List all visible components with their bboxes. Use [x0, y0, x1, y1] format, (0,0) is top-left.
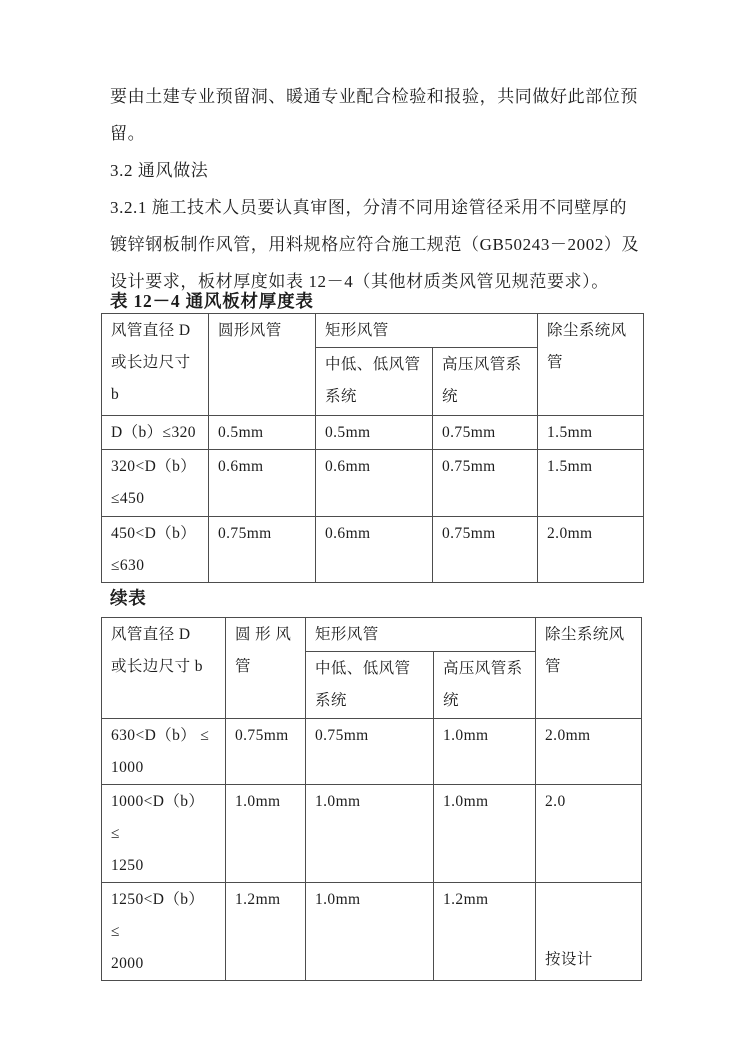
table-row — [102, 517, 644, 583]
cell-high: 0.75mm — [433, 416, 538, 450]
cell-range: 450<D（b） ≤630 — [102, 517, 209, 583]
header-cell-dust-system: 除尘系统风 管 — [536, 618, 642, 719]
cell-lowmid: 0.75mm — [306, 719, 434, 785]
thickness-table-part1 — [101, 313, 644, 583]
cell-lowmid: 0.6mm — [316, 450, 433, 517]
header-cell-rect-duct-group: 矩形风管 — [306, 618, 536, 652]
cell-lowmid: 0.6mm — [316, 517, 433, 583]
cell-range: 630<D（b） ≤ 1000 — [102, 719, 226, 785]
cell-round: 0.75mm — [226, 719, 306, 785]
cell-range: 1000<D（b） ≤ 1250 — [102, 785, 226, 883]
cell-round: 1.0mm — [226, 785, 306, 883]
cell-dust: 按设计 — [536, 883, 642, 981]
paragraph-3-2-1: 3.2.1 施工技术人员要认真审图，分清不同用途管径采用不同壁厚的 镀锌钢板制作风管，用料规格应符合施工规范（GB50243－2002）及 设计要求，板材厚度如表 12－4（其他材质类风管见规范要求）。 — [110, 198, 640, 291]
header-cell-high-pressure: 高压风管系 统 — [433, 348, 538, 416]
table-title: 表 12－4 通风板材厚度表 — [110, 291, 314, 311]
header-cell-dust-system: 除尘系统风 管 — [538, 314, 644, 416]
cell-round: 0.5mm — [209, 416, 316, 450]
continuation-label: 续表 — [110, 588, 147, 608]
cell-high: 0.75mm — [433, 517, 538, 583]
header-cell-lowmid-pressure: 中低、低风管 系统 — [316, 348, 433, 416]
cell-dust: 2.0 — [536, 785, 642, 883]
header-cell-high-pressure: 高压风管系 统 — [434, 652, 536, 719]
header-cell-diameter: 风管直径 D 或长边尺寸 b — [102, 314, 209, 416]
table-row — [102, 416, 644, 450]
cell-high: 1.0mm — [434, 785, 536, 883]
cell-dust: 2.0mm — [536, 719, 642, 785]
cell-round: 1.2mm — [226, 883, 306, 981]
cell-lowmid: 1.0mm — [306, 785, 434, 883]
cell-range: 1250<D（b） ≤ 2000 — [102, 883, 226, 981]
cell-lowmid: 0.5mm — [316, 416, 433, 450]
header-cell-round-duct: 圆 形 风 管 — [226, 618, 306, 719]
table-row — [102, 883, 642, 981]
header-cell-rect-duct-group: 矩形风管 — [316, 314, 538, 348]
thickness-table-part2 — [101, 617, 642, 981]
cell-range: 320<D（b） ≤450 — [102, 450, 209, 517]
cell-lowmid: 1.0mm — [306, 883, 434, 981]
cell-high: 0.75mm — [433, 450, 538, 517]
header-cell-diameter: 风管直径 D 或长边尺寸 b — [102, 618, 226, 719]
cell-round: 0.6mm — [209, 450, 316, 517]
heading-3-2: 3.2 通风做法 — [110, 161, 209, 180]
cell-round: 0.75mm — [209, 517, 316, 583]
cell-dust: 1.5mm — [538, 450, 644, 517]
paragraph-intro: 要由土建专业预留洞、暖通专业配合检验和报验，共同做好此部位预 留。 — [110, 87, 638, 143]
cell-dust: 2.0mm — [538, 517, 644, 583]
table-row — [102, 785, 642, 883]
table-row — [102, 719, 642, 785]
cell-high: 1.0mm — [434, 719, 536, 785]
table-row — [102, 450, 644, 517]
table-header-row — [102, 314, 644, 348]
cell-high: 1.2mm — [434, 883, 536, 981]
header-cell-lowmid-pressure: 中低、低风管 系统 — [306, 652, 434, 719]
cell-dust: 1.5mm — [538, 416, 644, 450]
header-cell-round-duct: 圆形风管 — [209, 314, 316, 416]
table-header-row — [102, 618, 642, 652]
cell-range: D（b）≤320 — [102, 416, 209, 450]
